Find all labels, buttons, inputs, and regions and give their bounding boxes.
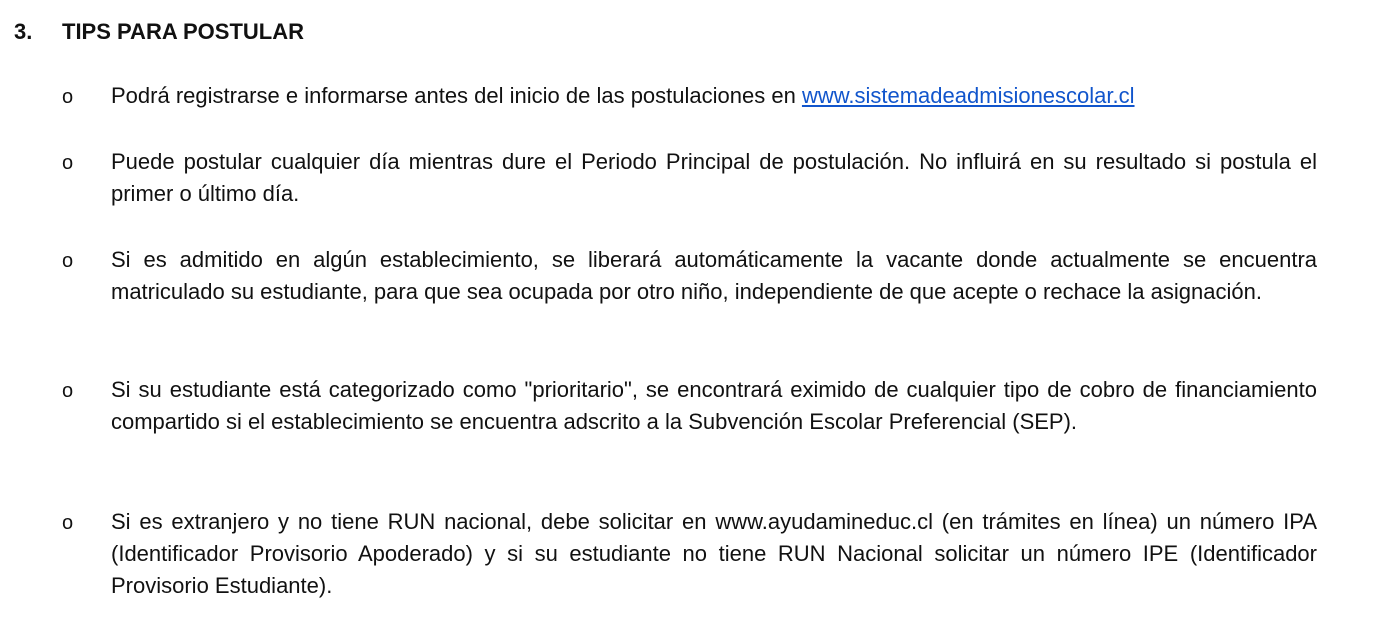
list-item-text: Puede postular cualquier día mientras dure el Periodo Principal de postulación. No influirá en su resultado si postula el primer o último día. xyxy=(111,149,1317,206)
bullet-icon: o xyxy=(62,380,74,402)
list-item-text: Si es admitido en algún establecimiento, se liberará automáticamente la vacante donde actualmente se encuentra matriculado su estudiante, para que sea ocupada por otro niño, independiente de que acepte o rechace la asignación. xyxy=(111,247,1317,304)
section-heading xyxy=(14,17,304,47)
list-item-text: Si es extranjero y no tiene RUN nacional, debe solicitar en www.ayudamineduc.cl (en trámites en línea) un número IPA (Identificador Provisorio Apoderado) y si su estudiante no tiene RUN Nacional solicitar un número IPE (Identificador Provisorio Estudiante). xyxy=(111,509,1317,598)
section-number: 3. xyxy=(14,19,33,44)
bullet-icon: o xyxy=(62,152,74,174)
bullet-icon: o xyxy=(62,86,74,108)
list-item xyxy=(62,244,1317,308)
section-title: TIPS PARA POSTULAR xyxy=(62,19,305,44)
list-item-text: Si su estudiante está categorizado como "prioritario", se encontrará eximido de cualquier tipo de cobro de financiamiento compartido si el establecimiento se encuentra adscrito a la Subvención Escolar Preferencial (SEP). xyxy=(111,377,1317,434)
admission-system-link[interactable]: www.sistemadeadmisionescolar.cl xyxy=(801,83,1135,108)
bullet-icon: o xyxy=(62,512,74,534)
list-item-text-body: Podrá registrarse e informarse antes del inicio de las postulaciones en xyxy=(111,83,802,108)
list-item xyxy=(62,80,1317,113)
bullet-icon: o xyxy=(62,250,74,272)
list-item xyxy=(62,506,1317,602)
list-item-text xyxy=(111,80,1317,113)
list-item xyxy=(62,146,1317,210)
list-item xyxy=(62,374,1317,438)
